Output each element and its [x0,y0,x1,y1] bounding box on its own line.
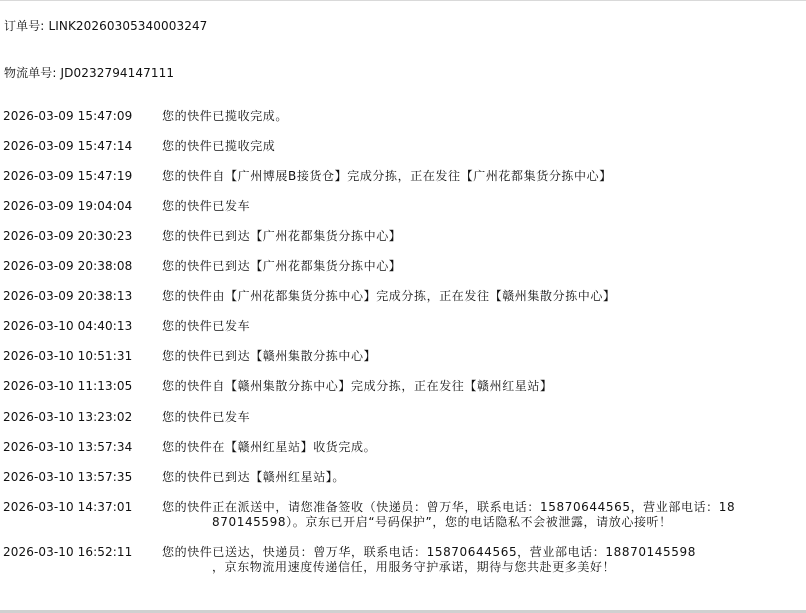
tracking-description-line2: ，京东物流用速度传递信任，用服务守护承诺，期待与您共赴更多美好！ [212,560,616,574]
tracking-time: 2026-03-10 11:13:05 [3,379,133,393]
tracking-time: 2026-03-09 15:47:14 [3,139,133,153]
logistics-number-label: 物流单号: [4,66,57,80]
tracking-time: 2026-03-09 20:38:13 [3,289,133,303]
tracking-time: 2026-03-09 20:38:08 [3,259,133,273]
tracking-description: 您的快件已揽收完成。 [162,109,289,123]
tracking-description: 您的快件已发车 [162,199,251,213]
order-number-value: LINK20260305340003247 [48,19,208,33]
tracking-description: 您的快件已发车 [162,410,251,424]
tracking-time: 2026-03-09 20:30:23 [3,229,133,243]
tracking-time: 2026-03-10 13:57:34 [3,440,133,454]
tracking-time: 2026-03-10 13:57:35 [3,470,133,484]
tracking-time: 2026-03-09 15:47:09 [3,109,133,123]
tracking-description-line2: 870145598）。京东已开启“号码保护”，您的电话隐私不会被泄露，请放心接听！ [212,515,672,529]
tracking-description: 您的快件已到达【广州花都集货分拣中心】 [162,259,402,273]
tracking-description: 您的快件已发车 [162,319,251,333]
order-number-label: 订单号: [4,19,45,33]
tracking-description: 您的快件已到达【广州花都集货分拣中心】 [162,229,402,243]
tracking-description: 您的快件已到达【赣州红星站】。 [162,470,346,484]
tracking-description-line1: 您的快件正在派送中，请您准备签收（快递员：曾万华，联系电话：15870644565，营业部电话：18 [162,500,736,514]
tracking-time: 2026-03-10 13:23:02 [3,410,133,424]
tracking-description: 您的快件自【赣州集散分拣中心】完成分拣，正在发往【赣州红星站】 [162,379,553,393]
tracking-time: 2026-03-10 14:37:01 [3,500,133,514]
tracking-description [162,545,696,575]
tracking-time: 2026-03-10 16:52:11 [3,545,133,559]
tracking-description: 您的快件已到达【赣州集散分拣中心】 [162,349,377,363]
tracking-time: 2026-03-09 19:04:04 [3,199,133,213]
tracking-description: 您的快件由【广州花都集货分拣中心】完成分拣，正在发往【赣州集散分拣中心】 [162,289,616,303]
tracking-description: 您的快件已揽收完成 [162,139,276,153]
tracking-description-line1: 您的快件已送达，快递员：曾万华，联系电话：15870644565，营业部电话：18870145598 [162,545,696,559]
tracking-time: 2026-03-09 15:47:19 [3,169,133,183]
logistics-number-value: JD0232794147111 [60,66,175,80]
tracking-description: 您的快件自【广州博展B接货仓】完成分拣，正在发往【广州花都集货分拣中心】 [162,169,612,183]
tracking-description: 您的快件在【赣州红星站】收货完成。 [162,440,377,454]
tracking-description [162,500,735,530]
tracking-time: 2026-03-10 10:51:31 [3,349,133,363]
tracking-time: 2026-03-10 04:40:13 [3,319,133,333]
